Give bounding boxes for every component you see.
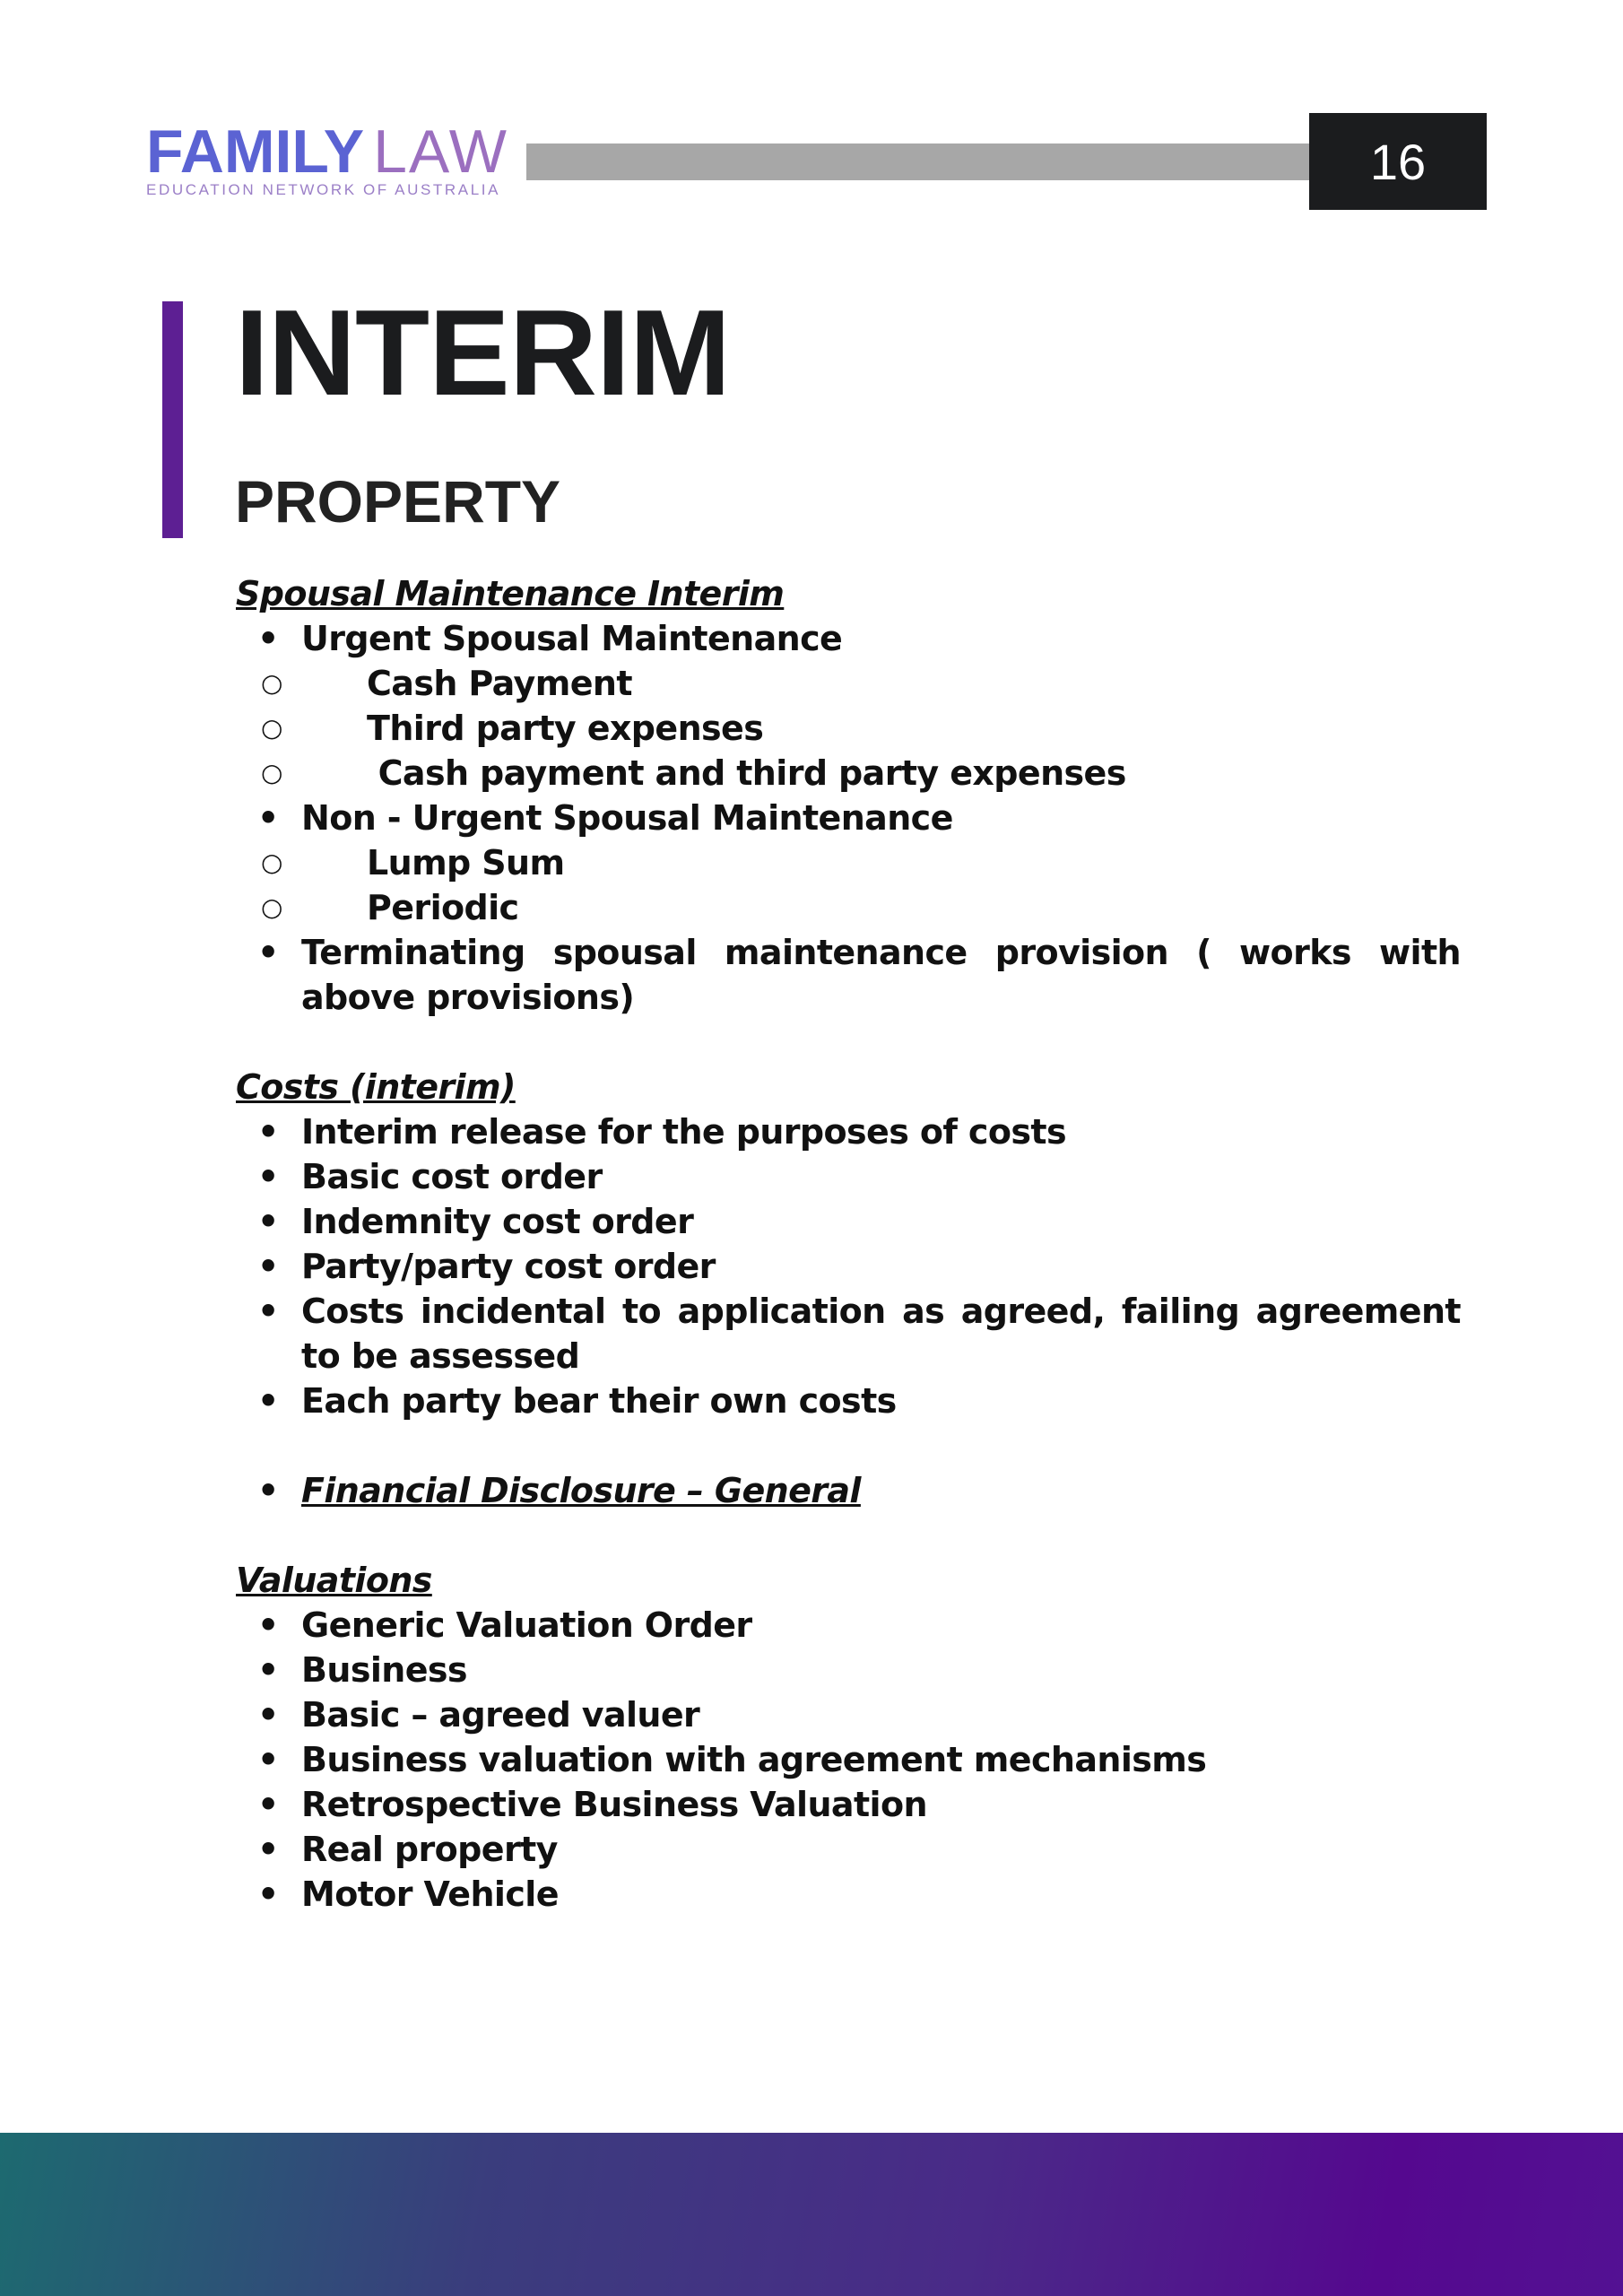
financial-disclosure-item: Financial Disclosure – General	[301, 1471, 861, 1510]
sub-list-item: ○ Lump Sum	[236, 840, 1461, 885]
list-item: • Business valuation with agreement mechanisms	[236, 1737, 1461, 1782]
logo-subtitle: EDUCATION NETWORK OF AUSTRALIA	[146, 181, 501, 198]
sub-list-item: ○ Periodic	[236, 885, 1461, 930]
valuations-heading: Valuations	[236, 1561, 432, 1600]
list-item: • Retrospective Business Valuation	[236, 1782, 1461, 1827]
footer-gradient-band	[0, 2133, 1623, 2296]
list-item: • Real property	[236, 1827, 1461, 1872]
list-item: • Basic cost order	[236, 1154, 1461, 1199]
header-rule	[526, 144, 1310, 180]
list-item: • Interim release for the purposes of costs	[236, 1109, 1461, 1154]
list-item: • Motor Vehicle	[236, 1872, 1461, 1917]
list-item: • Generic Valuation Order	[236, 1603, 1461, 1648]
list-item	[236, 616, 1461, 796]
list-item: • Basic – agreed valuer	[236, 1692, 1461, 1737]
non-urgent-maintenance-label: Non - Urgent Spousal Maintenance	[301, 798, 953, 838]
valuations-list	[236, 1603, 1461, 1917]
logo-law-text: LAW	[373, 117, 508, 186]
costs-list	[236, 1109, 1461, 1423]
list-item	[236, 1468, 1461, 1513]
list-item: • Terminating spousal maintenance provision ( works with above provisions)	[236, 930, 1461, 1020]
sub-list-item: ○ Third party expenses	[236, 706, 1461, 751]
list-item: • Business	[236, 1648, 1461, 1692]
title-accent-bar	[162, 301, 183, 538]
non-urgent-maintenance-sublist	[301, 840, 1461, 930]
spousal-maintenance-heading: Spousal Maintenance Interim	[236, 574, 785, 613]
list-item	[236, 796, 1461, 930]
page-title: INTERIM	[235, 284, 731, 421]
page-number-box	[1309, 113, 1487, 210]
family-law-logo	[146, 117, 523, 199]
list-item: • Each party bear their own costs	[236, 1378, 1461, 1423]
list-item: • Costs incidental to application as agreed, failing agreement to be assessed	[236, 1289, 1461, 1378]
sub-list-item: ○ Cash payment and third party expenses	[236, 751, 1461, 796]
urgent-maintenance-label: Urgent Spousal Maintenance	[301, 619, 843, 658]
page-subtitle: PROPERTY	[235, 468, 561, 535]
spousal-maintenance-list	[236, 616, 1461, 1020]
urgent-maintenance-sublist	[301, 661, 1461, 796]
financial-disclosure-list	[236, 1468, 1461, 1513]
list-item: • Party/party cost order	[236, 1244, 1461, 1289]
list-item: • Indemnity cost order	[236, 1199, 1461, 1244]
document-body	[236, 571, 1461, 1917]
logo-family-text: FAMILY	[146, 117, 365, 186]
logo-wordmark	[146, 117, 523, 186]
page-number: 16	[1369, 133, 1427, 190]
sub-list-item: ○ Cash Payment	[236, 661, 1461, 706]
costs-heading: Costs (interim)	[236, 1067, 516, 1107]
